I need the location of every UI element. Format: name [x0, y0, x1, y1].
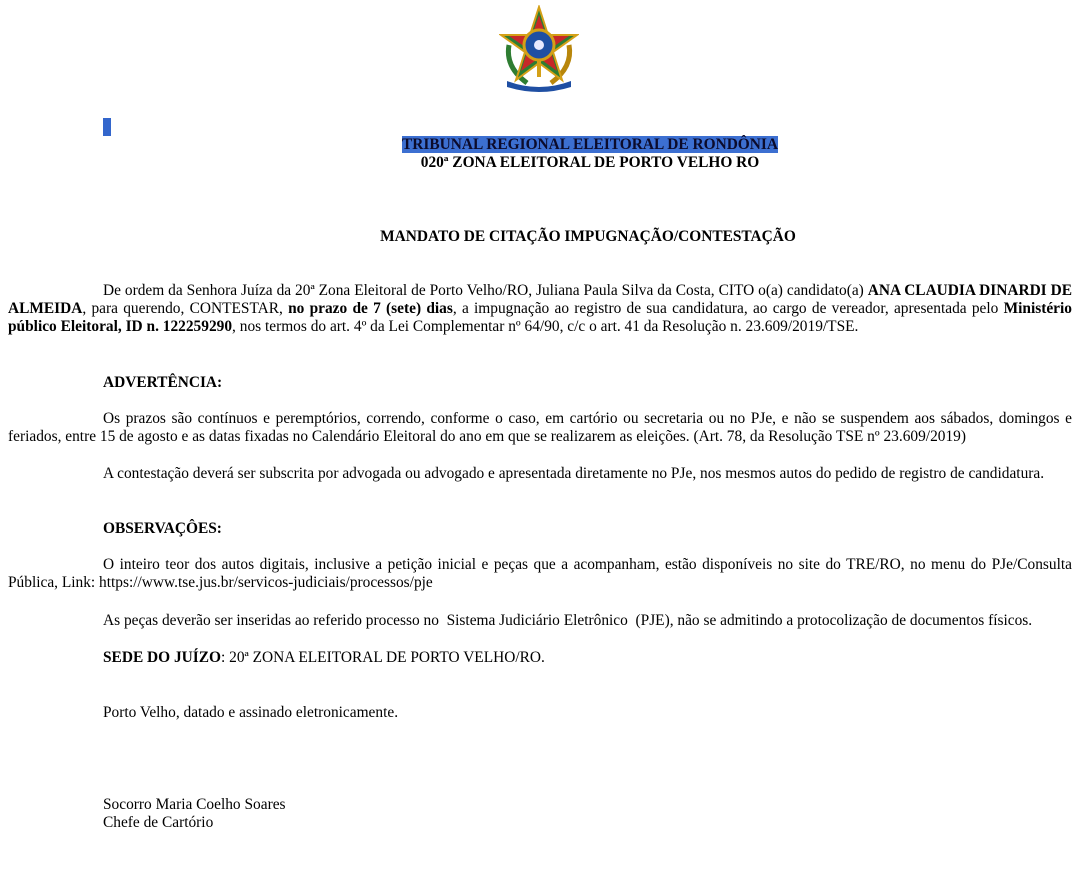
- document-title: MANDATO DE CITAÇÃO IMPUGNAÇÃO/CONTESTAÇÃO: [380, 228, 796, 245]
- observacoes-paragraph-2: As peças deverão ser inseridas ao referido processo no Sistema Judiciário Eletrônico (PJE), não se admitindo a protocolização de documentos físicos.: [103, 612, 1033, 629]
- observacoes-paragraph-1: O inteiro teor dos autos digitais, inclusive a petição inicial e peças que a acompanham, estão disponíveis no site do TRE/RO, no menu do PJe/Consulta Pública, Link: https://www.tse.jus.br/servicos-judiciais/processos/pje: [8, 556, 1072, 591]
- sede-line: [103, 649, 545, 667]
- sede-value: : 20ª ZONA ELEITORAL DE PORTO VELHO/RO.: [221, 649, 545, 666]
- intro-paragraph: De ordem da Senhora Juíza da 20ª Zona Eleitoral de Porto Velho/RO, Juliana Paula Silva da Costa, CITO o(a) candidato(a) ANA CLAUDIA DINARDI DE ALMEIDA, para querendo, CONTESTAR, no prazo de 7 (sete) dias, a impugnação ao registro de sua candidatura, ao cargo de vereador, apresentada pelo Ministério público Eleitoral, ID n. 122259290, nos termos do art. 4º da Lei Complementar nº 64/90, c/c o art. 41 da Resolução n. 23.609/2019/TSE.: [8, 282, 1072, 335]
- tribunal-name[interactable]: TRIBUNAL REGIONAL ELEITORAL DE RONDÔNIA: [401, 136, 779, 153]
- observacoes-heading: OBSERVAÇÔES:: [103, 520, 222, 537]
- signer-name: Socorro Maria Coelho Soares: [103, 796, 286, 813]
- advertencia-heading: ADVERTÊNCIA:: [103, 374, 223, 391]
- signature-block: [103, 796, 286, 832]
- zona-eleitoral: 020ª ZONA ELEITORAL DE PORTO VELHO RO: [420, 154, 760, 171]
- text-cursor: [103, 118, 111, 136]
- sede-label: SEDE DO JUÍZO: [103, 649, 222, 666]
- brazil-coat-of-arms-icon: [499, 5, 579, 93]
- advertencia-paragraph-2: A contestação deverá ser subscrita por advogada ou advogado e apresentada diretamente no PJe, nos mesmos autos do pedido de registro de candidatura.: [103, 465, 1045, 482]
- advertencia-paragraph-1: Os prazos são contínuos e peremptórios, correndo, conforme o caso, em cartório ou secretaria ou no PJe, e não se suspendem aos sábados, domingos e feriados, entre 15 de agosto e as datas fixadas no Calendário Eleitoral do ano em que se realizarem as eleições. (Art. 78, da Resolução TSE nº 23.609/2019): [8, 410, 1072, 445]
- signer-role: Chefe de Cartório: [103, 814, 214, 831]
- document-header: [0, 136, 1076, 172]
- closing-line: Porto Velho, datado e assinado eletronicamente.: [103, 704, 399, 721]
